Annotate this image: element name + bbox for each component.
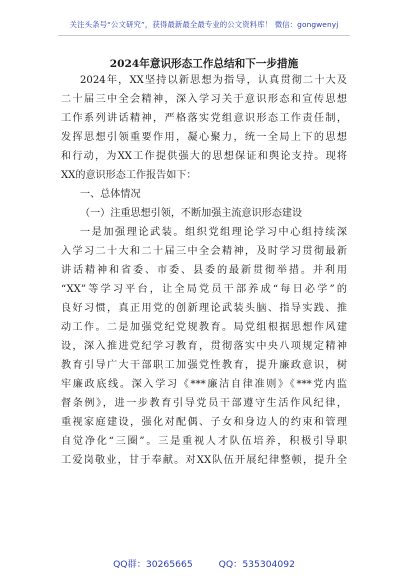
- body-line: 入学习二十大和二十届三中全会精神，及时学习贯彻最新: [61, 246, 347, 257]
- body-line: 教育引导广大干部职工加强党性教育，提升廉政意识，树: [61, 360, 347, 371]
- body-line: 和行动，为XX工作提供强大的思想保证和舆论支持。现将: [61, 151, 347, 162]
- body-line: 自觉净化“三圈”。三是重视人才队伍培养，积极引导职: [61, 436, 347, 447]
- section-heading: 一、总体情况: [80, 189, 141, 200]
- body-line: 督条例》，进一步教育引导党员干部遵守生活作风纪律，: [61, 398, 347, 409]
- body-line: 讲话精神和省委、市委、县委的最新贯彻举措。并利用: [61, 265, 347, 276]
- subsection-heading: （一）注重思想引领，不断加强主流意识形态建设: [80, 208, 303, 219]
- body-line: 设，深入推进党纪学习教育，贯彻落实中央八项规定精神: [61, 341, 347, 352]
- source-banner: 关注头条号“公文研究”，获得最新最全最专业的公文资料库！ 微信：gongwenyj: [69, 20, 339, 29]
- body-line: 发挥思想引领重要作用，凝心聚力，统一全局上下的思想: [61, 132, 347, 143]
- body-line: 工作系列讲话精神，严格落实党组意识形态工作责任制，: [61, 113, 347, 124]
- body-line: 工爱岗敬业，甘于奉献。对XX队伍开展纪律整顿，提升全: [61, 455, 347, 466]
- qq-number: QQ：535304092: [218, 559, 295, 570]
- body-line: 重视家庭建设，强化对配偶、子女和身边人的约束和管理: [61, 417, 347, 428]
- footer-contact: [0, 556, 408, 570]
- document-title: 2024年意识形态工作总结和下一步措施: [109, 58, 299, 70]
- body-line: 一是加强理论武装。组织党组理论学习中心组持续深: [80, 227, 347, 238]
- body-line: 牢廉政底线。深入学习《***廉洁自律准则》《***党内监: [61, 379, 347, 390]
- body-line: XX的意识形态工作报告如下：: [61, 170, 197, 181]
- body-line: 动工作。二是加强党纪党规教育。局党组根据思想作风建: [61, 322, 347, 333]
- body-line: 二十届三中全会精神，深入学习关于意识形态和宣传思想: [61, 94, 347, 105]
- qq-group-number: QQ群：30265665: [113, 559, 193, 570]
- body-line: 良好习惯，真正用党的创新理论武装头脑、指导实践、推: [61, 303, 347, 314]
- body-line: 2024年，XX坚持以新思想为指导，认真贯彻二十大及: [80, 75, 347, 86]
- body-line: “XX”等学习平台，让全局党员干部养成“每日必学”的: [61, 284, 347, 295]
- banner-divider: [58, 35, 350, 36]
